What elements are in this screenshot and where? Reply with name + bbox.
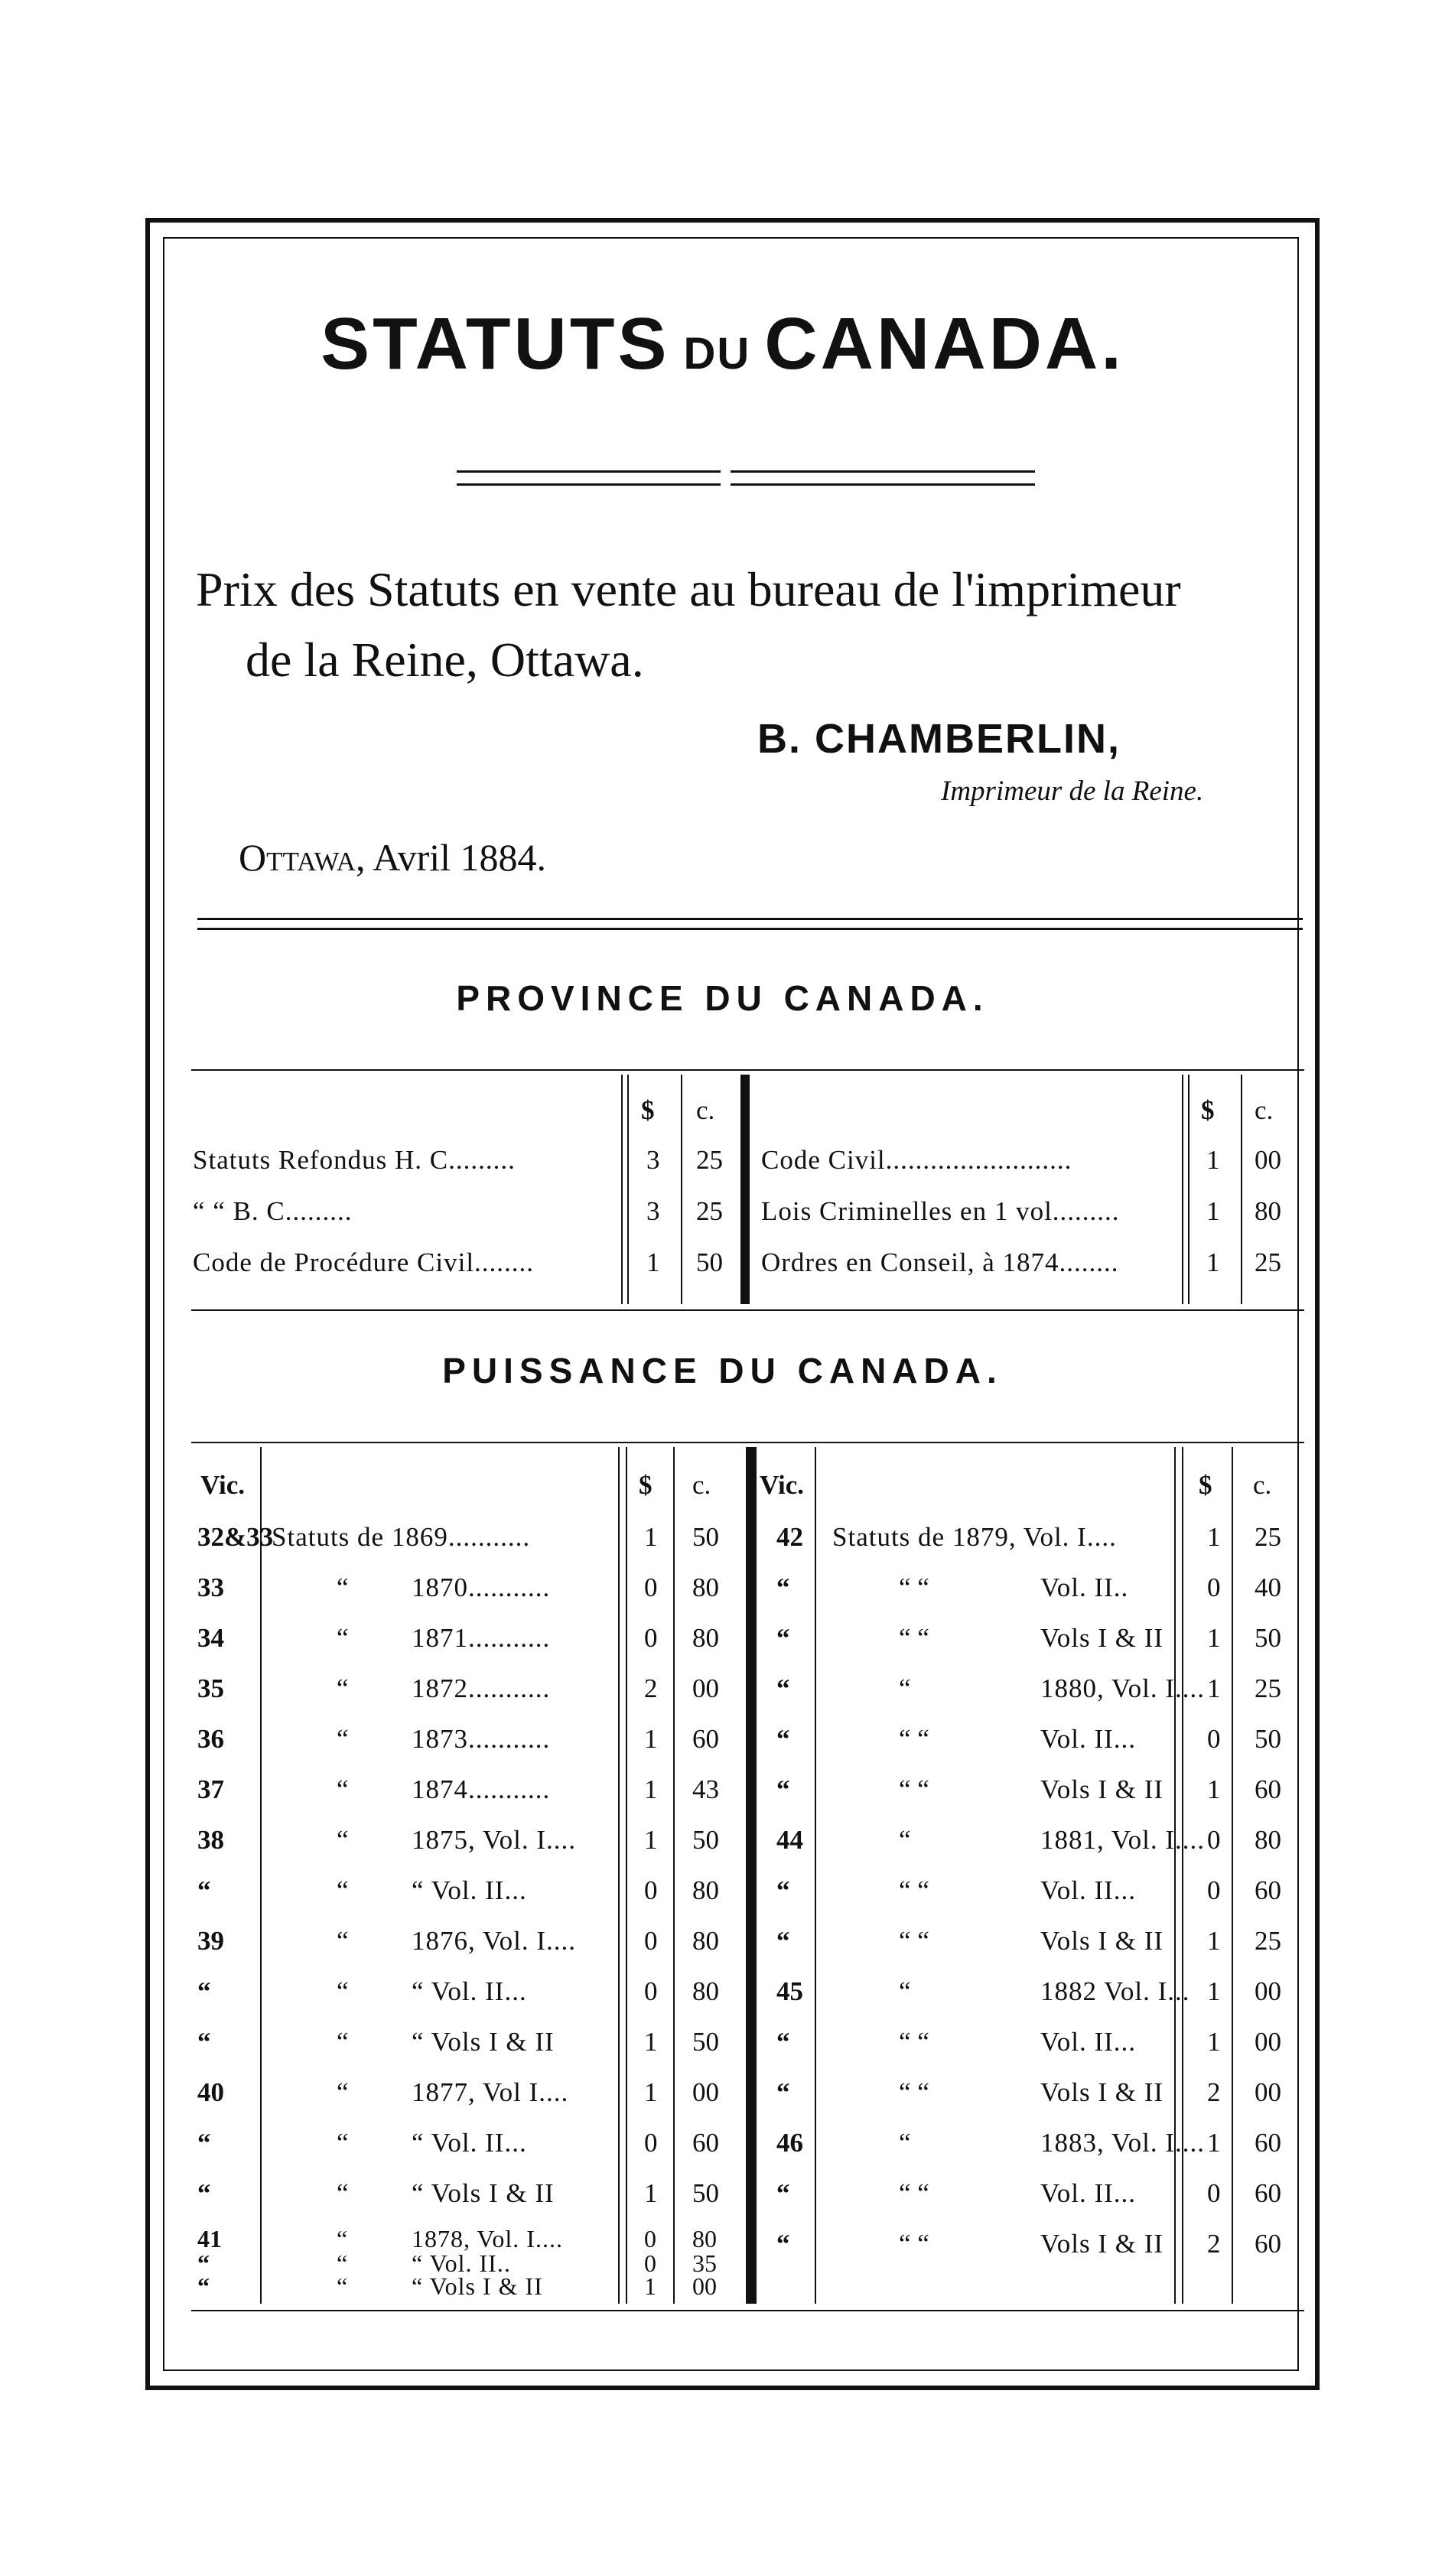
puissance-ditto: “ <box>337 2225 348 2252</box>
puissance-item-label: “ Vol. II... <box>412 2128 527 2158</box>
puissance-item-cents: 25 <box>1255 1522 1281 1552</box>
puissance-item-cents: 60 <box>1255 2229 1281 2259</box>
puissance-item-label: 1880, Vol. I.... <box>1040 1673 1206 1703</box>
dateline <box>239 835 546 880</box>
section-divider <box>197 918 1303 930</box>
puissance-item-dollars: 0 <box>1207 1825 1221 1855</box>
puissance-vic: “ <box>197 2249 210 2277</box>
puissance-vic: 40 <box>197 2077 224 2107</box>
puissance-ditto: “ <box>899 1673 911 1703</box>
province-vline <box>621 1075 623 1304</box>
puissance-item-label: Vols I & II <box>1040 1926 1164 1956</box>
puissance-vline <box>1232 1447 1233 2304</box>
puissance-item-cents: 60 <box>1255 1774 1281 1804</box>
puissance-vic: 34 <box>197 1623 224 1653</box>
ornament-rule-left <box>457 470 721 486</box>
puissance-item-cents: 50 <box>1255 1623 1281 1653</box>
puissance-ditto: “ <box>337 1976 349 2006</box>
puissance-header-dollars: $ <box>1199 1470 1212 1500</box>
puissance-item-label: 1870........... <box>412 1573 551 1602</box>
title-word-du: DU <box>683 329 751 379</box>
puissance-item-dollars: 1 <box>644 1825 658 1855</box>
puissance-ditto: “ “ <box>899 1875 929 1905</box>
puissance-vic: “ <box>197 1976 211 2006</box>
puissance-item-cents: 50 <box>692 1522 719 1552</box>
puissance-vline <box>1182 1447 1183 2304</box>
puissance-item-cents: 50 <box>692 2027 719 2057</box>
puissance-item-dollars: 1 <box>644 1522 658 1552</box>
puissance-item-label: “ Vol. II.. <box>412 2249 511 2277</box>
puissance-ditto: “ “ <box>899 2229 929 2259</box>
intro-line-2: de la Reine, Ottawa. <box>246 633 644 687</box>
puissance-vic: 33 <box>197 1573 224 1602</box>
puissance-vic: “ <box>197 2128 211 2158</box>
puissance-vic: “ <box>776 2229 790 2259</box>
puissance-item-dollars: 2 <box>1207 2077 1221 2107</box>
puissance-item-cents: 50 <box>692 2178 719 2208</box>
puissance-vic: “ <box>776 2178 790 2208</box>
puissance-item-cents: 80 <box>692 1976 719 2006</box>
puissance-header-vic: Vic. <box>760 1470 804 1500</box>
puissance-vic: “ <box>197 2272 210 2300</box>
puissance-item-label: “ Vols I & II <box>412 2178 555 2208</box>
puissance-item-label: Vol. II... <box>1040 1875 1137 1905</box>
puissance-vic: 38 <box>197 1825 224 1855</box>
puissance-item-cents: 00 <box>692 1673 719 1703</box>
puissance-vic: “ <box>776 1926 790 1956</box>
province-item-cents: 50 <box>696 1247 723 1277</box>
puissance-item-label: Statuts de 1869........... <box>272 1522 531 1552</box>
puissance-item-label: 1881, Vol. I.... <box>1040 1825 1206 1855</box>
puissance-vic: “ <box>776 1774 790 1804</box>
puissance-ditto: “ <box>337 2027 349 2057</box>
puissance-item-dollars: 0 <box>644 1926 658 1956</box>
puissance-item-dollars: 1 <box>644 2077 658 2107</box>
puissance-item-label: “ Vol. II... <box>412 1875 527 1905</box>
puissance-item-label: Vols I & II <box>1040 1623 1164 1653</box>
puissance-item-dollars: 0 <box>1207 2178 1221 2208</box>
puissance-ditto: “ <box>337 1673 349 1703</box>
puissance-item-dollars: 0 <box>1207 1724 1221 1754</box>
puissance-vic: 44 <box>776 1825 803 1855</box>
puissance-item-dollars: 1 <box>1207 2128 1221 2158</box>
puissance-ditto: “ “ <box>899 1573 929 1602</box>
province-item-cents: 80 <box>1255 1196 1281 1226</box>
puissance-item-dollars: 0 <box>644 1623 658 1653</box>
puissance-item-cents: 00 <box>692 2077 719 2107</box>
puissance-item-dollars: 0 <box>1207 1875 1221 1905</box>
puissance-vic: “ <box>197 2178 211 2208</box>
puissance-item-cents: 60 <box>1255 2128 1281 2158</box>
puissance-item-dollars: 1 <box>1207 1673 1221 1703</box>
puissance-vic: “ <box>197 1875 211 1905</box>
puissance-item-dollars: 1 <box>1207 1976 1221 2006</box>
puissance-vic: 45 <box>776 1976 803 2006</box>
puissance-title: PUISSANCE DU CANADA. <box>442 1351 1003 1390</box>
puissance-item-label: “ Vols I & II <box>412 2272 543 2300</box>
puissance-item-dollars: 1 <box>1207 1623 1221 1653</box>
ornament-rule-right <box>731 470 1035 486</box>
puissance-ditto: “ <box>337 2178 349 2208</box>
puissance-vic: “ <box>197 2027 211 2057</box>
puissance-item-cents: 80 <box>1255 1825 1281 1855</box>
province-item-label: Code de Procédure Civil........ <box>193 1247 535 1277</box>
puissance-item-cents: 43 <box>692 1774 719 1804</box>
puissance-item-cents: 80 <box>692 1623 719 1653</box>
puissance-vic: 35 <box>197 1673 224 1703</box>
puissance-ditto: “ <box>899 1825 911 1855</box>
intro-text <box>196 555 1313 695</box>
puissance-vline <box>1174 1447 1176 2304</box>
puissance-vic: “ <box>776 1673 790 1703</box>
puissance-item-dollars: 0 <box>644 1976 658 2006</box>
puissance-item-dollars: 0 <box>644 2128 658 2158</box>
printer-title: Imprimeur de la Reine. <box>941 776 1204 807</box>
province-item-dollars: 3 <box>646 1145 660 1175</box>
puissance-item-label: 1882 Vol. I... <box>1040 1976 1190 2006</box>
puissance-item-dollars: 1 <box>644 1724 658 1754</box>
puissance-item-cents: 60 <box>1255 2178 1281 2208</box>
dateline-city: Ottawa, <box>239 836 366 879</box>
puissance-item-cents: 60 <box>692 2128 719 2158</box>
puissance-vic: 42 <box>776 1522 803 1552</box>
puissance-item-label: 1875, Vol. I.... <box>412 1825 577 1855</box>
puissance-item-cents: 25 <box>1255 1673 1281 1703</box>
title-word-canada: CANADA. <box>764 303 1124 385</box>
puissance-item-cents: 00 <box>1255 2077 1281 2107</box>
puissance-item-cents: 50 <box>692 1825 719 1855</box>
puissance-item-cents: 00 <box>1255 2027 1281 2057</box>
puissance-vic: 46 <box>776 2128 803 2158</box>
puissance-item-dollars: 1 <box>644 2027 658 2057</box>
puissance-item-cents: 80 <box>692 1573 719 1602</box>
puissance-item-label: 1883, Vol. I.... <box>1040 2128 1206 2158</box>
puissance-ditto: “ “ <box>899 2027 929 2057</box>
puissance-item-cents: 60 <box>1255 1875 1281 1905</box>
puissance-ditto: “ “ <box>899 1926 929 1956</box>
puissance-item-dollars: 1 <box>1207 1926 1221 1956</box>
puissance-ditto: “ <box>337 1825 349 1855</box>
puissance-item-label: 1878, Vol. I.... <box>412 2225 563 2252</box>
puissance-item-label: 1872........... <box>412 1673 551 1703</box>
province-header-dollars: $ <box>641 1095 655 1125</box>
puissance-item-dollars: 2 <box>1207 2229 1221 2259</box>
puissance-vic: 39 <box>197 1926 224 1956</box>
puissance-item-cents: 40 <box>1255 1573 1281 1602</box>
province-header-cents: c. <box>696 1095 715 1125</box>
puissance-item-label: Vol. II.. <box>1040 1573 1129 1602</box>
province-item-dollars: 3 <box>646 1196 660 1226</box>
puissance-item-label: 1877, Vol I.... <box>412 2077 569 2107</box>
puissance-item-label: Vol. II... <box>1040 1724 1137 1754</box>
puissance-item-dollars: 0 <box>644 1573 658 1602</box>
puissance-item-dollars: 1 <box>1207 2027 1221 2057</box>
puissance-item-dollars: 0 <box>644 2225 656 2252</box>
puissance-item-dollars: 1 <box>644 1774 658 1804</box>
province-vline <box>681 1075 682 1304</box>
puissance-vline <box>815 1447 816 2304</box>
puissance-ditto: “ <box>337 1573 349 1602</box>
province-vline <box>1188 1075 1190 1304</box>
province-item-label: Ordres en Conseil, à 1874........ <box>761 1247 1119 1277</box>
puissance-ditto: “ <box>337 1774 349 1804</box>
puissance-item-cents: 80 <box>692 1875 719 1905</box>
puissance-ditto: “ <box>337 2249 348 2277</box>
puissance-item-dollars: 1 <box>644 2178 658 2208</box>
puissance-vic: “ <box>776 1724 790 1754</box>
puissance-item-dollars: 1 <box>1207 1774 1221 1804</box>
puissance-item-dollars: 0 <box>1207 1573 1221 1602</box>
puissance-item-label: Vol. II... <box>1040 2027 1137 2057</box>
puissance-item-dollars: 0 <box>644 2249 656 2277</box>
puissance-ditto: “ <box>337 1623 349 1653</box>
province-item-cents: 00 <box>1255 1145 1281 1175</box>
title-word-statuts: STATUTS <box>321 303 670 385</box>
puissance-item-label: 1874........... <box>412 1774 551 1804</box>
province-header-dollars: $ <box>1201 1095 1215 1125</box>
puissance-ditto: “ “ <box>899 1623 929 1653</box>
puissance-thick-vline <box>746 1447 757 2304</box>
puissance-ditto: “ <box>337 1875 349 1905</box>
puissance-item-dollars: 1 <box>1207 1522 1221 1552</box>
puissance-item-label: Vols I & II <box>1040 2229 1164 2259</box>
province-item-label: Code Civil......................... <box>761 1145 1072 1175</box>
puissance-ditto: “ <box>899 2128 911 2158</box>
province-item-label: Statuts Refondus H. C......... <box>193 1145 516 1175</box>
puissance-top-rule <box>191 1442 1304 1443</box>
province-bottom-rule <box>191 1309 1304 1311</box>
province-title: PROVINCE DU CANADA. <box>456 978 989 1018</box>
puissance-item-label: 1876, Vol. I.... <box>412 1926 577 1956</box>
puissance-item-cents: 80 <box>692 2225 717 2252</box>
puissance-vic: “ <box>776 1623 790 1653</box>
table-bottom-rule <box>191 2310 1304 2311</box>
puissance-item-dollars: 2 <box>644 1673 658 1703</box>
province-item-label: “ “ B. C......... <box>193 1196 353 1226</box>
puissance-item-cents: 25 <box>1255 1926 1281 1956</box>
puissance-item-label: “ Vols I & II <box>412 2027 555 2057</box>
province-item-dollars: 1 <box>1206 1196 1220 1226</box>
puissance-vic: “ <box>776 2077 790 2107</box>
puissance-vic: 41 <box>197 2225 222 2252</box>
puissance-ditto: “ <box>337 2128 349 2158</box>
puissance-ditto: “ <box>337 2272 348 2300</box>
province-header-cents: c. <box>1255 1095 1274 1125</box>
puissance-vic: 37 <box>197 1774 224 1804</box>
intro-line-1: Prix des Statuts en vente au bureau de l'imprimeur <box>196 562 1181 616</box>
province-item-cents: 25 <box>696 1145 723 1175</box>
puissance-ditto: “ <box>337 1926 349 1956</box>
puissance-item-label: “ Vol. II... <box>412 1976 527 2006</box>
puissance-vline <box>673 1447 675 2304</box>
puissance-vline <box>618 1447 620 2304</box>
puissance-item-label: Vol. II... <box>1040 2178 1137 2208</box>
puissance-item-label: Vols I & II <box>1040 2077 1164 2107</box>
printer-name: B. CHAMBERLIN, <box>757 716 1121 762</box>
puissance-ditto: “ <box>337 2077 349 2107</box>
puissance-item-label: Statuts de 1879, Vol. I.... <box>832 1522 1117 1552</box>
puissance-item-dollars: 0 <box>644 1875 658 1905</box>
puissance-vline <box>626 1447 627 2304</box>
puissance-item-label: Vols I & II <box>1040 1774 1164 1804</box>
puissance-header-vic: Vic. <box>200 1470 245 1500</box>
puissance-ditto: “ “ <box>899 1774 929 1804</box>
province-item-cents: 25 <box>1255 1247 1281 1277</box>
puissance-ditto: “ <box>899 1976 911 2006</box>
puissance-item-cents: 35 <box>692 2249 717 2277</box>
province-item-cents: 25 <box>696 1196 723 1226</box>
puissance-ditto: “ “ <box>899 1724 929 1754</box>
province-item-dollars: 1 <box>1206 1145 1220 1175</box>
page-title <box>0 302 1445 386</box>
puissance-ditto: “ “ <box>899 2077 929 2107</box>
puissance-item-cents: 60 <box>692 1724 719 1754</box>
province-item-label: Lois Criminelles en 1 vol......... <box>761 1196 1120 1226</box>
province-top-rule <box>191 1069 1304 1071</box>
province-vline <box>627 1075 629 1304</box>
province-item-dollars: 1 <box>646 1247 660 1277</box>
province-vline <box>1241 1075 1242 1304</box>
province-thick-vline <box>740 1075 750 1304</box>
puissance-vic: 36 <box>197 1724 224 1754</box>
puissance-vline <box>260 1447 262 2304</box>
puissance-vic: “ <box>776 1875 790 1905</box>
puissance-item-label: 1873........... <box>412 1724 551 1754</box>
puissance-item-dollars: 1 <box>644 2272 656 2300</box>
puissance-ditto: “ <box>337 1724 349 1754</box>
puissance-vic: “ <box>776 2027 790 2057</box>
province-item-dollars: 1 <box>1206 1247 1220 1277</box>
puissance-ditto: “ “ <box>899 2178 929 2208</box>
province-vline <box>1182 1075 1183 1304</box>
puissance-item-cents: 00 <box>1255 1976 1281 2006</box>
puissance-item-cents: 50 <box>1255 1724 1281 1754</box>
puissance-header-dollars: $ <box>639 1470 653 1500</box>
puissance-header-cents: c. <box>1253 1470 1272 1500</box>
puissance-header-cents: c. <box>692 1470 711 1500</box>
puissance-item-cents: 80 <box>692 1926 719 1956</box>
puissance-item-label: 1871........... <box>412 1623 551 1653</box>
dateline-date: Avril 1884. <box>373 836 547 879</box>
puissance-item-cents: 00 <box>692 2272 717 2300</box>
puissance-vic: “ <box>776 1573 790 1602</box>
puissance-vic: 32&33 <box>197 1522 274 1552</box>
